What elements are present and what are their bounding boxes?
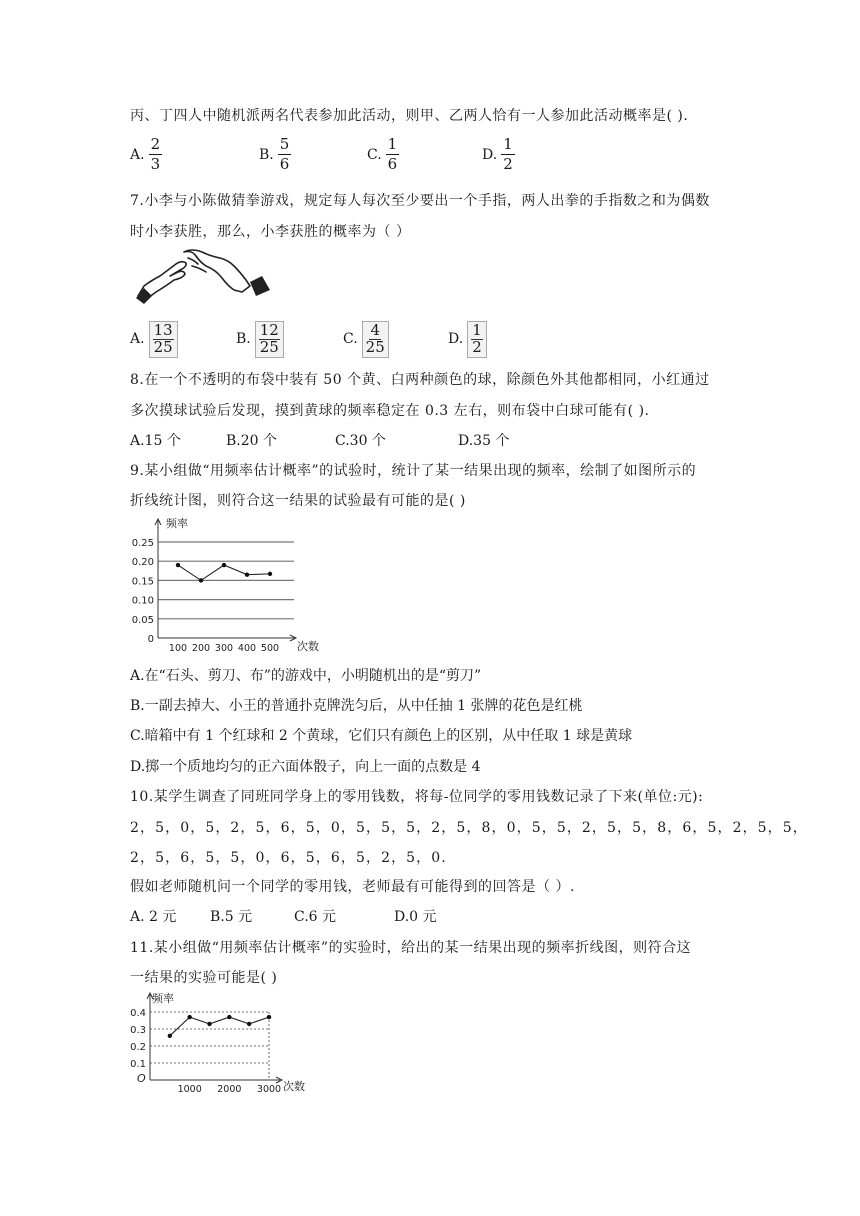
x-axis-label: 次数 [283, 1080, 305, 1093]
q6-option-c [367, 137, 399, 172]
option-label: A. [130, 146, 145, 163]
q9-option-d: D.掷一个质地均匀的正六面体骰子，向上一面的点数是 4 [130, 759, 481, 775]
numerator: 1 [503, 135, 513, 153]
q6-option-b [259, 137, 291, 172]
q10-option-c: C.6 元 [294, 909, 337, 925]
data-point [245, 572, 249, 576]
x-tick-label: 3000 [256, 1084, 282, 1095]
q11-line1: 11.某小组做“用频率估计概率”的实验时，给出的某一结果出现的频率折线图，则符合这 [130, 940, 692, 956]
y-tick-label: 0.3 [130, 1025, 146, 1036]
fraction [149, 321, 178, 358]
fraction [362, 321, 389, 358]
option-label: B. [236, 331, 251, 348]
x-tick-label: 1000 [177, 1084, 202, 1095]
data-point [176, 563, 180, 567]
option-label: D. [448, 331, 464, 348]
y-axis-label: 频率 [152, 992, 174, 1005]
frequency-line-chart-1 [126, 514, 322, 656]
data-point [268, 572, 272, 576]
data-point [222, 563, 226, 567]
y-tick-label: 0.1 [130, 1059, 146, 1070]
origin-label: O [137, 1072, 146, 1085]
q10-data-line3: 2，5，6，5，5，0，6，5，6，5，2，5，0. [130, 850, 447, 866]
q8-option-a: A.15 个 [130, 433, 181, 449]
q8-line1: 8.在一个不透明的布袋中装有 50 个黄、白两种颜色的球，除颜色外其他都相同，小红通过 [130, 372, 710, 388]
data-point [227, 1015, 231, 1019]
x-tick-label: 400 [237, 643, 257, 654]
q8-option-c: C.30 个 [335, 433, 386, 449]
fraction [255, 321, 284, 358]
y-tick-label: 0.15 [131, 576, 154, 588]
q8-line2: 多次摸球试验后发现，摸到黄球的频率稳定在 0.3 左右，则布袋中白球可能有( ). [130, 403, 650, 419]
option-label: C. [367, 146, 382, 163]
x-tick-label: 500 [260, 643, 280, 654]
q10-option-a: A. 2 元 [130, 909, 177, 925]
series-line [178, 565, 270, 580]
y-tick-label: 0.20 [131, 557, 154, 569]
frequency-line-chart-2 [128, 990, 312, 1096]
hands-illustration [130, 246, 275, 304]
x-tick-label: 100 [168, 643, 188, 654]
q7-option-b [236, 321, 284, 358]
q8-option-d: D.35 个 [458, 433, 510, 449]
y-tick-label: 0.10 [131, 595, 154, 607]
q9-option-a: A.在“石头、剪刀、布”的游戏中，小明随机出的是“剪刀” [130, 668, 482, 684]
q7-line2: 时小李获胜，那么，小李获胜的概率为（ ） [130, 224, 411, 240]
denominator: 25 [153, 337, 173, 356]
q10-data-line2: 2，5，0，5，2，5，6，5，0，5，5，5，2，5，8，0，5，5，2，5，5，8，6，5，2，5，5， [130, 820, 808, 836]
denominator: 25 [365, 337, 385, 356]
numerator: 1 [387, 135, 398, 153]
q6-stem-tail: 丙、丁四人中随机派两名代表参加此活动，则甲、乙两人恰有一人参加此活动概率是( ). [130, 108, 689, 124]
q9-option-c: C.暗箱中有 1 个红球和 2 个黄球，它们只有颜色上的区别，从中任取 1 球是黄球 [130, 728, 633, 744]
data-point [168, 1034, 172, 1038]
q9-line2: 折线统计图，则符合这一结果的试验最有可能的是( ) [130, 493, 466, 509]
numerator: 2 [150, 135, 161, 153]
x-tick-label: 300 [214, 643, 234, 654]
fraction [501, 137, 515, 172]
q6-option-d [482, 137, 515, 172]
x-axis-label: 次数 [297, 640, 319, 653]
q7-option-d [448, 321, 487, 358]
data-point [207, 1022, 211, 1026]
denominator: 6 [387, 155, 398, 173]
denominator: 25 [259, 337, 279, 356]
denominator: 6 [279, 155, 290, 173]
series-line [170, 1017, 269, 1036]
x-tick-label: 2000 [217, 1084, 242, 1095]
data-point [187, 1015, 191, 1019]
numerator: 12 [259, 321, 279, 339]
denominator: 2 [472, 337, 482, 356]
q9-line1: 9.某小组做“用频率估计概率”的试验时，统计了某一结果出现的频率，绘制了如图所示的 [130, 463, 697, 479]
denominator: 2 [503, 155, 513, 173]
fraction [278, 137, 292, 172]
option-label: B. [259, 146, 274, 163]
y-tick-label: 0 [147, 634, 154, 645]
option-label: D. [482, 146, 498, 163]
q7-line1: 7.小李与小陈做猜拳游戏，规定每人每次至少要出一个手指，两人出拳的手指数之和为偶数 [130, 193, 710, 209]
y-tick-label: 0.2 [130, 1042, 146, 1053]
q6-option-a [130, 137, 162, 172]
x-tick-label: 200 [191, 643, 211, 654]
fraction [467, 321, 487, 358]
data-point [267, 1015, 271, 1019]
numerator: 1 [472, 321, 482, 339]
q10-option-d: D.0 元 [394, 909, 437, 925]
data-point [247, 1022, 251, 1026]
y-axis-label: 频率 [166, 517, 188, 530]
numerator: 4 [370, 321, 380, 339]
q8-option-b: B.20 个 [226, 433, 278, 449]
numerator: 13 [153, 321, 173, 339]
q10-line1: 10.某学生调查了同班同学身上的零用钱数，将每-位同学的零用钱数记录了下来(单位:元): [130, 789, 704, 805]
fraction [386, 137, 400, 172]
q10-line4: 假如老师随机问一个同学的零用钱，老师最有可能得到的回答是（ ）. [130, 879, 575, 895]
q7-option-c [343, 321, 389, 358]
q11-line2: 一结果的实验可能是( ) [130, 970, 278, 986]
numerator: 5 [279, 135, 290, 153]
data-point [199, 578, 203, 582]
y-tick-label: 0.05 [131, 614, 154, 626]
fraction [149, 137, 163, 172]
option-label: A. [130, 331, 145, 348]
q9-option-b: B.一副去掉大、小王的普通扑克牌洗匀后，从中任抽 1 张牌的花色是红桃 [130, 698, 583, 714]
q7-option-a [130, 321, 178, 358]
y-tick-label: 0.25 [131, 538, 154, 549]
denominator: 3 [150, 155, 161, 173]
y-tick-label: 0.4 [130, 1008, 146, 1019]
q10-option-b: B.5 元 [210, 909, 253, 925]
option-label: C. [343, 331, 358, 348]
